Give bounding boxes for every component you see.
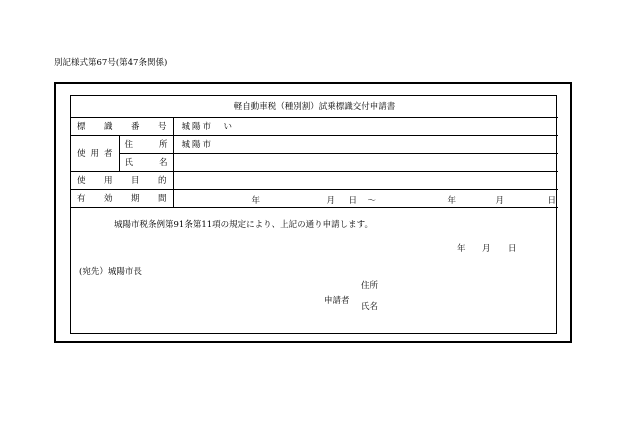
validity-month-start: 月: [326, 195, 336, 206]
validity-row: [71, 189, 558, 207]
marking-number-value[interactable]: 城陽市 い: [173, 117, 558, 135]
applicant-label: 申請者: [324, 295, 350, 306]
request-body: [71, 208, 556, 328]
validity-day-end: 日: [547, 195, 557, 206]
validity-tilde: ～: [367, 195, 377, 206]
purpose-value[interactable]: [173, 171, 558, 189]
date-year: 年: [457, 243, 466, 254]
user-address-value[interactable]: 城陽市: [173, 135, 558, 153]
user-name-value[interactable]: [173, 153, 558, 171]
purpose-label: 使用目的: [71, 171, 173, 189]
request-statement: 城陽市税条例第91条第11項の規定により、上記の通り申請します。: [114, 219, 373, 230]
validity-year-end: 年: [447, 195, 457, 206]
date-month: 月: [482, 243, 491, 254]
marking-number-row: [71, 117, 558, 135]
validity-year-start: 年: [251, 195, 261, 206]
validity-label: 有効期間: [71, 189, 173, 207]
user-label: 使用者: [71, 135, 119, 171]
addressee: (宛先）城陽市長: [79, 266, 142, 277]
marking-number-label: 標識番号: [71, 117, 173, 135]
validity-value[interactable]: [173, 189, 558, 207]
user-name-label: 氏名: [119, 153, 173, 171]
date-day: 日: [508, 243, 517, 254]
form-title: 軽自動車税（種別割）試乗標識交付申請書: [71, 96, 558, 117]
form-number-header: 別記様式第67号(第47条関係): [54, 58, 168, 68]
form-table: [71, 96, 558, 208]
purpose-row: [71, 171, 558, 189]
validity-day-start: 日: [348, 195, 358, 206]
application-form: [70, 95, 557, 334]
title-row: [71, 96, 558, 117]
applicant-name-label: 氏名: [361, 301, 379, 312]
applicant-address-label: 住所: [361, 280, 379, 291]
user-name-row: [71, 153, 558, 171]
user-address-row: [71, 135, 558, 153]
user-address-label: 住所: [119, 135, 173, 153]
validity-month-end: 月: [495, 195, 505, 206]
